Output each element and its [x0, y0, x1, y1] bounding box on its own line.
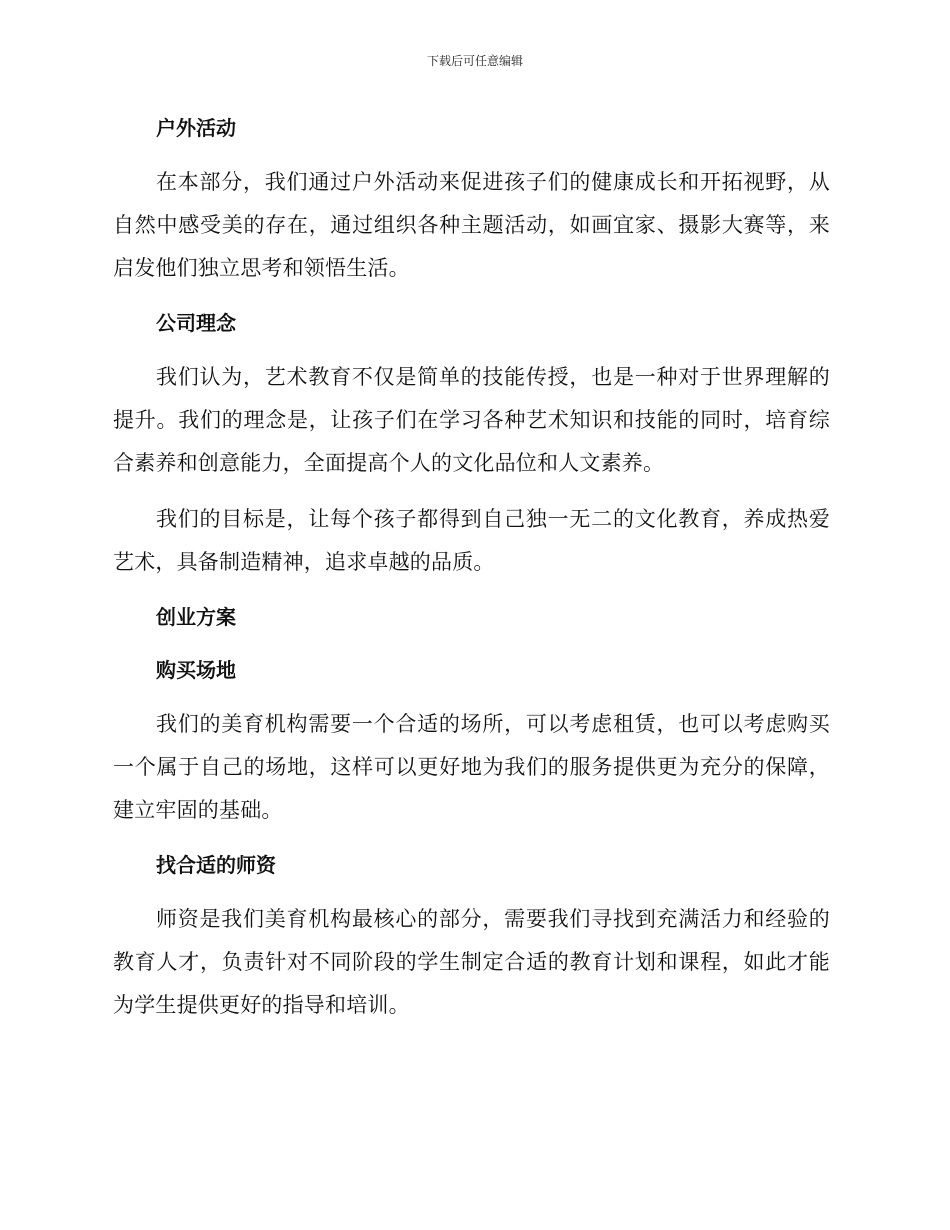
- paragraph-philosophy-1: 我们认为，艺术教育不仅是简单的技能传授，也是一种对于世界理解的提升。我们的理念是，让孩子们在学习各种艺术知识和技能的同时，培育综合素养和创意能力，全面提高个人的文化品位和人文素养。: [113, 365, 830, 475]
- paragraph-philosophy-2: 我们的目标是，让每个孩子都得到自己独一无二的文化教育，养成热爱艺术，具备制造精神，追求卓越的品质。: [113, 507, 830, 574]
- section-heading-teachers: 找合适的师资: [156, 853, 276, 877]
- page-header: 下载后可任意编辑: [426, 54, 523, 68]
- section-heading-venue: 购买场地: [156, 658, 236, 682]
- paragraph-venue-1: 我们的美育机构需要一个合适的场所，可以考虑租赁，也可以考虑购买一个属于自己的场地，这样可以更好地为我们的服务提供更为充分的保障，建立牢固的基础。: [113, 712, 830, 822]
- section-heading-philosophy: 公司理念: [156, 311, 236, 335]
- paragraph-outdoor-1: 在本部分，我们通过户外活动来促进孩子们的健康成长和开拓视野，从自然中感受美的存在，通过组织各种主题活动，如画宜家、摄影大赛等，来启发他们独立思考和领悟生活。: [113, 170, 830, 280]
- paragraph-teachers-1: 师资是我们美育机构最核心的部分，需要我们寻找到充满活力和经验的教育人才，负责针对不同阶段的学生制定合适的教育计划和课程，如此才能为学生提供更好的指导和培训。: [113, 907, 830, 1017]
- section-heading-plan: 创业方案: [156, 605, 236, 629]
- document-body: [113, 108, 830, 1027]
- section-heading-outdoor: 户外活动: [156, 116, 236, 140]
